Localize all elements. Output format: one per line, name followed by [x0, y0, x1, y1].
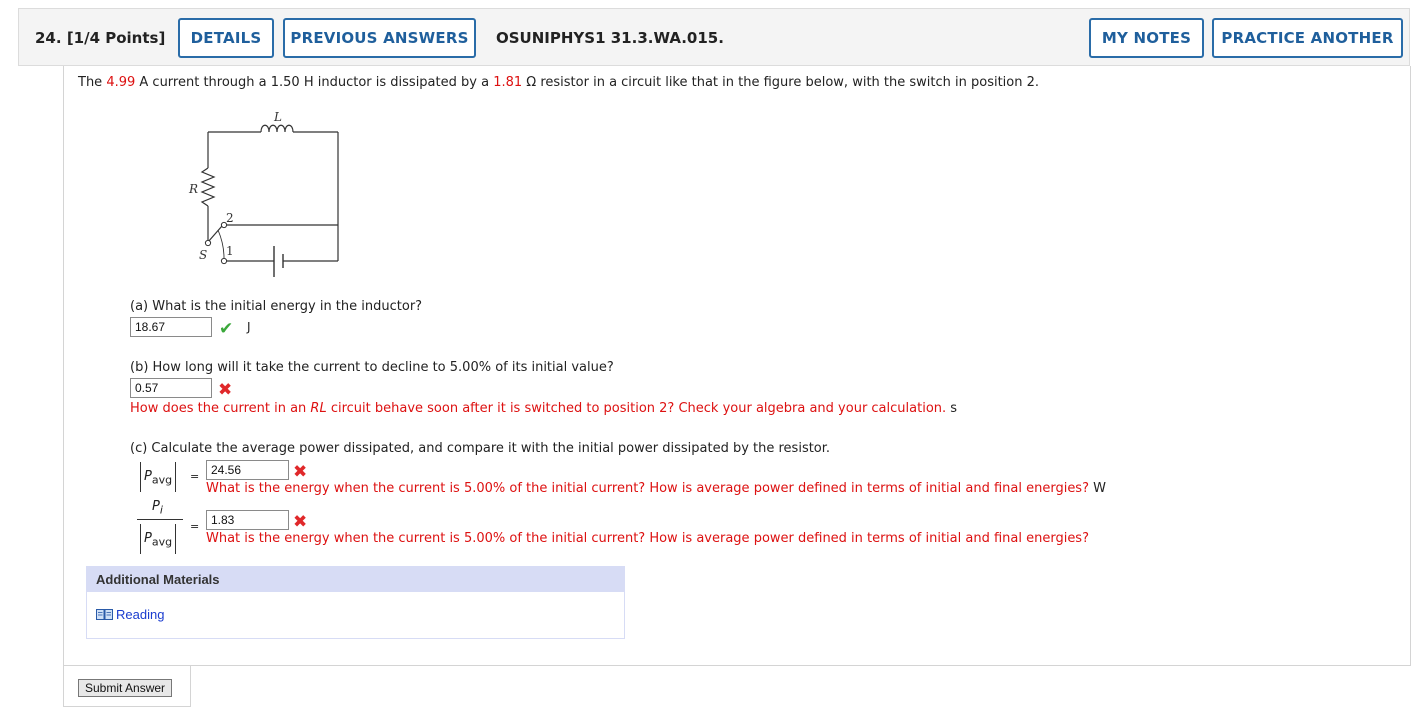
practice-another-button[interactable]: PRACTICE ANOTHER	[1212, 18, 1403, 58]
problem-current-value: 4.99	[106, 75, 136, 90]
question-number	[35, 29, 165, 47]
problem-text-1: The	[78, 75, 107, 90]
fraction-bar	[137, 519, 183, 520]
equals-sign-2: =	[190, 520, 200, 533]
part-b-feedback-rl: RL	[310, 401, 327, 416]
pavg-denominator-subscript: avg	[151, 535, 173, 549]
part-c-pavg-field[interactable]: 24.56	[206, 460, 289, 480]
submit-answer-button[interactable]: Submit Answer	[78, 679, 172, 697]
pi-symbol: P	[152, 499, 160, 514]
part-b-feedback-text-1: How does the current in an	[130, 401, 311, 416]
part-b-question: (b) How long will it take the current to decline to 5.00% of its initial value?	[130, 360, 614, 375]
part-c-unit-1: W	[1093, 481, 1106, 496]
part-c-question: (c) Calculate the average power dissipated, and compare it with the initial power dissipated by the resistor.	[130, 441, 831, 456]
label-R: R	[189, 182, 199, 196]
incorrect-x-icon: ✖	[293, 512, 308, 532]
part-b-feedback-text-2: circuit behave soon after it is switched to position 2? Check your algebra and your calculation.	[326, 401, 947, 416]
pi-subscript: i	[159, 503, 163, 517]
question-points: [1/4 Points]	[66, 29, 166, 47]
problem-text-2: A current through a 1.50 H inductor is dissipated by a	[135, 75, 494, 90]
question-number-text: 24.	[35, 29, 62, 47]
additional-materials-header: Additional Materials	[86, 566, 625, 592]
additional-materials-body	[86, 592, 625, 639]
label-2: 2	[226, 211, 234, 225]
pavg-symbol: P	[144, 469, 152, 484]
part-a-question: (a) What is the initial energy in the inductor?	[130, 299, 423, 314]
pi-expression	[152, 499, 163, 517]
label-S: S	[199, 248, 208, 262]
incorrect-x-icon: ✖	[218, 380, 233, 400]
pavg-denominator-symbol: P	[144, 531, 152, 546]
label-1: 1	[226, 244, 234, 258]
incorrect-x-icon: ✖	[293, 462, 308, 482]
part-c-feedback-2: What is the energy when the current is 5.00% of the initial current? How is average power defined in terms of initial and final energies?	[206, 531, 1089, 546]
reading-label: Reading	[116, 607, 165, 622]
reading-link[interactable]	[96, 607, 164, 622]
part-a-unit: J	[247, 320, 251, 334]
problem-code: OSUNIPHYS1 31.3.WA.015.	[496, 29, 724, 47]
problem-text-3: Ω resistor in a circuit like that in the figure below, with the switch in position 2.	[522, 75, 1040, 90]
details-button[interactable]: DETAILS	[178, 18, 274, 58]
part-c-feedback-1-text: What is the energy when the current is 5.00% of the initial current? How is average power defined in terms of initial and final energies?	[206, 481, 1089, 496]
pavg-expression	[140, 462, 176, 492]
label-L: L	[274, 110, 282, 124]
previous-answers-button[interactable]: PREVIOUS ANSWERS	[283, 18, 476, 58]
pavg-denominator	[140, 524, 176, 554]
my-notes-button[interactable]: MY NOTES	[1089, 18, 1204, 58]
part-b-feedback	[130, 401, 957, 416]
correct-check-icon: ✔	[219, 319, 234, 339]
book-icon	[96, 608, 113, 621]
pavg-subscript: avg	[151, 473, 173, 487]
problem-resistance-value: 1.81	[493, 75, 523, 90]
part-b-answer-field[interactable]: 0.57	[130, 378, 212, 398]
rl-circuit-figure	[180, 106, 350, 281]
part-b-unit: s	[950, 401, 958, 416]
part-c-ratio-field[interactable]: 1.83	[206, 510, 289, 530]
problem-statement	[78, 75, 1039, 90]
part-a-answer-field[interactable]: 18.67	[130, 317, 212, 337]
question-header	[18, 8, 1410, 66]
part-c-feedback-1	[206, 481, 1106, 496]
equals-sign-1: =	[190, 470, 200, 483]
